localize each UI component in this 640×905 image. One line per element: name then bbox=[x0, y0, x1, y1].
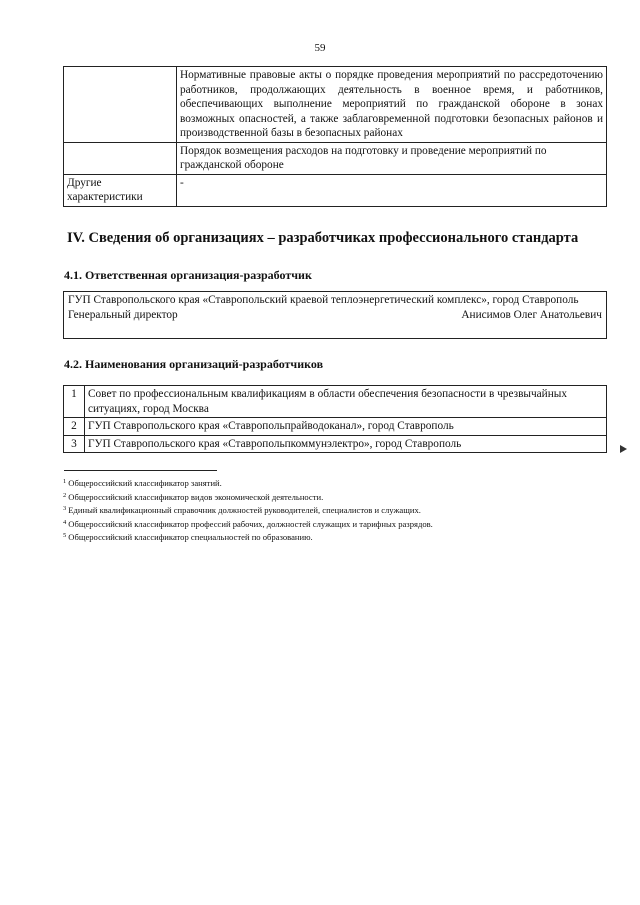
footnotes bbox=[63, 476, 603, 544]
row-number: 1 bbox=[64, 386, 85, 418]
developers-table bbox=[63, 385, 607, 453]
developers-heading: 4.2. Наименования организаций-разработчиков bbox=[64, 357, 324, 371]
row-label: Другие характеристики bbox=[64, 174, 177, 206]
row-number: 3 bbox=[64, 435, 85, 453]
footnote bbox=[63, 530, 603, 544]
responsible-org-name: ГУП Ставропольского края «Ставропольский краевой теплоэнергетический комплекс», город Ставрополь bbox=[68, 294, 579, 306]
footnote bbox=[63, 476, 603, 490]
footnote bbox=[63, 490, 603, 504]
director-name: Анисимов Олег Анатольевич bbox=[461, 308, 602, 321]
footnote-text: Общероссийский классификатор специальностей по образованию. bbox=[68, 532, 313, 543]
table-row bbox=[64, 418, 607, 436]
footnote-text: Общероссийский классификатор занятий. bbox=[68, 478, 222, 488]
table-row bbox=[64, 386, 607, 418]
table-row bbox=[64, 67, 607, 143]
signature-row bbox=[68, 308, 602, 323]
org-name: ГУП Ставропольского края «Ставропольпрайводоканал», город Ставрополь bbox=[85, 418, 607, 436]
margin-arrow-icon bbox=[620, 445, 627, 453]
row-number: 2 bbox=[64, 418, 85, 436]
footnote-mark: 2 bbox=[63, 491, 67, 499]
footnote-text: Общероссийский классификатор видов экономической деятельности. bbox=[68, 491, 324, 502]
table-row bbox=[64, 435, 607, 453]
footnote-mark: 1 bbox=[63, 478, 67, 485]
row-label bbox=[64, 142, 177, 174]
section-title: IV. Сведения об организациях – разработчиках профессионального стандарта bbox=[67, 230, 579, 246]
row-text: Порядок возмещения расходов на подготовку и проведение мероприятий по гражданской обороне bbox=[177, 142, 607, 174]
footnote bbox=[63, 517, 603, 531]
responsible-heading: 4.1. Ответственная организация-разработчик bbox=[64, 268, 312, 282]
row-label bbox=[64, 67, 177, 143]
row-text: Нормативные правовые акты о порядке проведения мероприятий по рассредоточению работников, продолжающих деятельность в военное время, и работников, обеспечивающих выполнение мероприятий по гражданской обороне в зонах возможных опасностей, а также заблаговременной подготовки безопасных районов и производственной базы в безопасных районах bbox=[177, 67, 607, 143]
row-text: - bbox=[177, 174, 607, 206]
footnote-text: Общероссийский классификатор профессий рабочих, должностей служащих и тарифных разрядов. bbox=[68, 518, 433, 529]
characteristics-table bbox=[63, 66, 607, 207]
org-name: ГУП Ставропольского края «Ставропольпкоммунэлектро», город Ставрополь bbox=[85, 435, 607, 453]
director-position: Генеральный директор bbox=[68, 308, 178, 321]
page-number: 59 bbox=[314, 42, 326, 54]
org-name: Совет по профессиональным квалификациям в области обеспечения безопасности в чрезвычайных ситуациях, город Москва bbox=[85, 386, 607, 418]
table-row bbox=[64, 174, 607, 206]
footnote-mark: 4 bbox=[63, 518, 67, 526]
footnote-text: Единый квалификационный справочник должностей руководителей, специалистов и служащих. bbox=[68, 505, 421, 516]
footnote-mark: 5 bbox=[63, 532, 67, 540]
responsible-org-box bbox=[63, 291, 607, 339]
footnote bbox=[63, 503, 603, 517]
table-row bbox=[64, 142, 607, 174]
footnote-divider bbox=[64, 470, 217, 471]
footnote-mark: 3 bbox=[63, 505, 67, 513]
